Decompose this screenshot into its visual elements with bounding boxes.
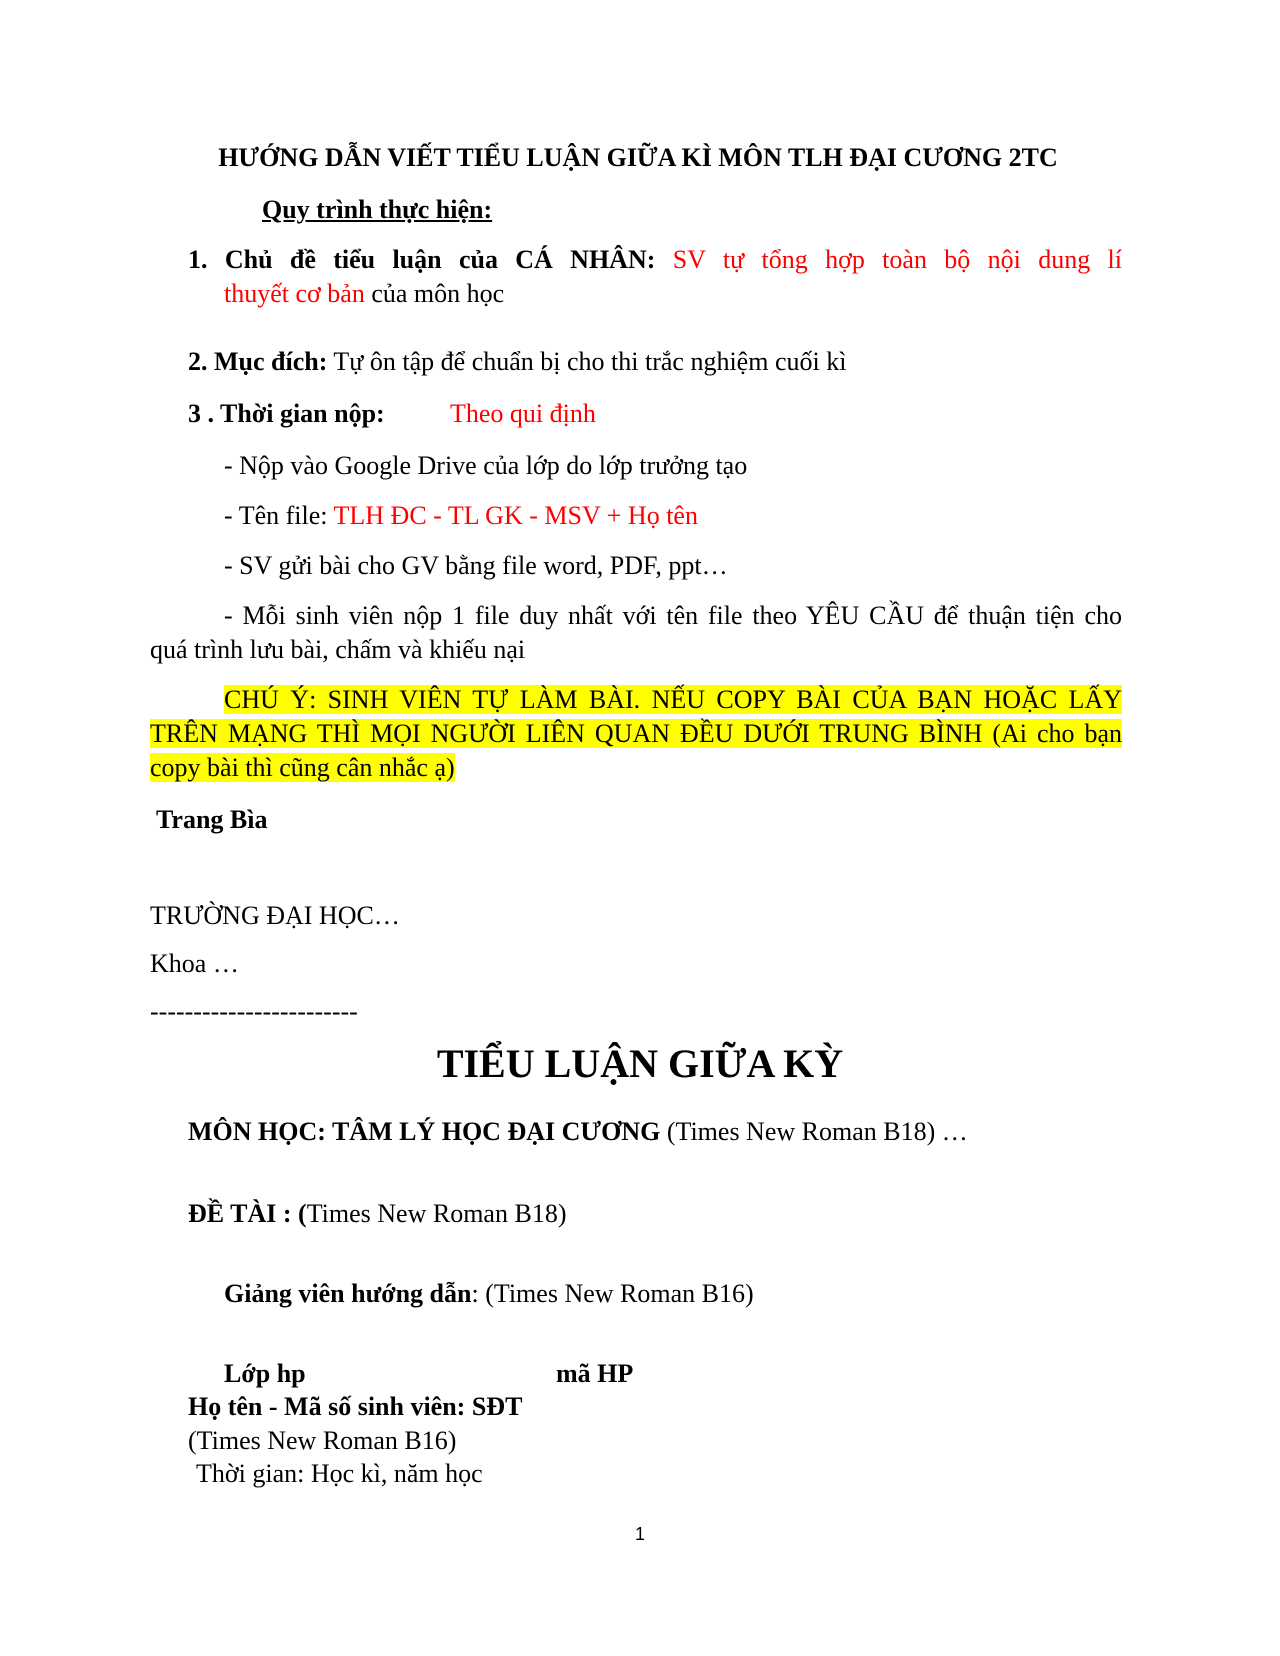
cover-lecturer-note: : (Times New Roman B16) — [471, 1279, 754, 1308]
step-3-value: Theo qui định — [450, 399, 596, 428]
bullet-filename-prefix: - Tên file: — [224, 501, 334, 530]
warning-text-3: copy bài thì cũng cân nhắc ạ) — [150, 753, 455, 782]
cover-subject-note: (Times New Roman B18) … — [660, 1117, 968, 1146]
cover-topic — [188, 1198, 566, 1230]
step-3-label: 3 . Thời gian nộp: — [188, 399, 385, 428]
warning-line-1 — [224, 684, 1122, 716]
cover-section-label: Trang Bìa — [156, 805, 268, 834]
cover-divider: ------------------------ — [150, 997, 358, 1026]
bullet-single-file-line-2: quá trình lưu bài, chấm và khiếu nại — [150, 635, 526, 664]
bullet-drive: - Nộp vào Google Drive của lớp do lớp trưởng tạo — [224, 451, 748, 480]
warning-text-1: CHÚ Ý: SINH VIÊN TỰ LÀM BÀI. NẾU COPY BÀI CỦA BẠN HOẶC LẤY — [224, 685, 1122, 714]
cover-class-label: Lớp hp — [224, 1359, 306, 1388]
cover-faculty: Khoa … — [150, 949, 239, 978]
cover-topic-label: ĐỀ TÀI : ( — [188, 1199, 307, 1228]
bullet-single-file-line-1: - Mỗi sinh viên nộp 1 file duy nhất với tên file theo YÊU CẦU để thuận tiện cho — [224, 601, 1122, 630]
step-1-text-rest: của môn học — [364, 279, 505, 308]
cover-subject-label: MÔN HỌC: TÂM LÝ HỌC ĐẠI CƯƠNG — [188, 1117, 661, 1146]
cover-student-note: (Times New Roman B16) — [188, 1426, 457, 1455]
bullet-filename — [224, 500, 698, 532]
page-number: 1 — [634, 1524, 645, 1544]
cover-lecturer-label: Giảng viên hướng dẫn — [224, 1279, 472, 1308]
warning-text-2: TRÊN MẠNG THÌ MỌI NGƯỜI LIÊN QUAN ĐỀU DƯỚI TRUNG BÌNH (Ai cho bạn — [150, 719, 1122, 748]
step-1-line-1 — [188, 244, 1122, 276]
cover-time-label: Thời gian: Học kì, năm học — [196, 1459, 483, 1488]
cover-university: TRƯỜNG ĐẠI HỌC… — [150, 901, 400, 930]
step-1-label: 1. Chủ đề tiểu luận của CÁ NHÂN: — [188, 245, 656, 274]
document-title: HƯỚNG DẪN VIẾT TIỂU LUẬN GIỮA KÌ MÔN TLH ĐẠI CƯƠNG 2TC — [218, 143, 1058, 172]
warning-line-2 — [150, 718, 1122, 750]
bullet-filename-value: TLH ĐC - TL GK - MSV + Họ tên — [333, 501, 698, 530]
warning-line-3 — [150, 752, 455, 784]
cover-big-title: TIỂU LUẬN GIỮA KỲ — [436, 1041, 844, 1086]
process-heading: Quy trình thực hiện: — [262, 195, 493, 224]
step-1-line-2 — [224, 278, 504, 310]
cover-subject — [188, 1116, 968, 1148]
cover-lecturer — [224, 1278, 754, 1310]
step-2 — [188, 346, 846, 378]
step-2-text: Tự ôn tập để chuẩn bị cho thi trắc nghiệm cuối kì — [327, 347, 847, 376]
cover-student-label: Họ tên - Mã số sinh viên: SĐT — [188, 1392, 523, 1421]
bullet-send: - SV gửi bài cho GV bằng file word, PDF, ppt… — [224, 551, 728, 580]
step-2-label: 2. Mục đích: — [188, 347, 328, 376]
step-1-text-red: SV tự tổng hợp toàn bộ nội dung lí — [672, 245, 1122, 274]
cover-topic-note: Times New Roman B18) — [306, 1199, 567, 1228]
cover-course-code-label: mã HP — [556, 1359, 634, 1388]
step-1-text-red-2: thuyết cơ bản — [224, 279, 365, 308]
